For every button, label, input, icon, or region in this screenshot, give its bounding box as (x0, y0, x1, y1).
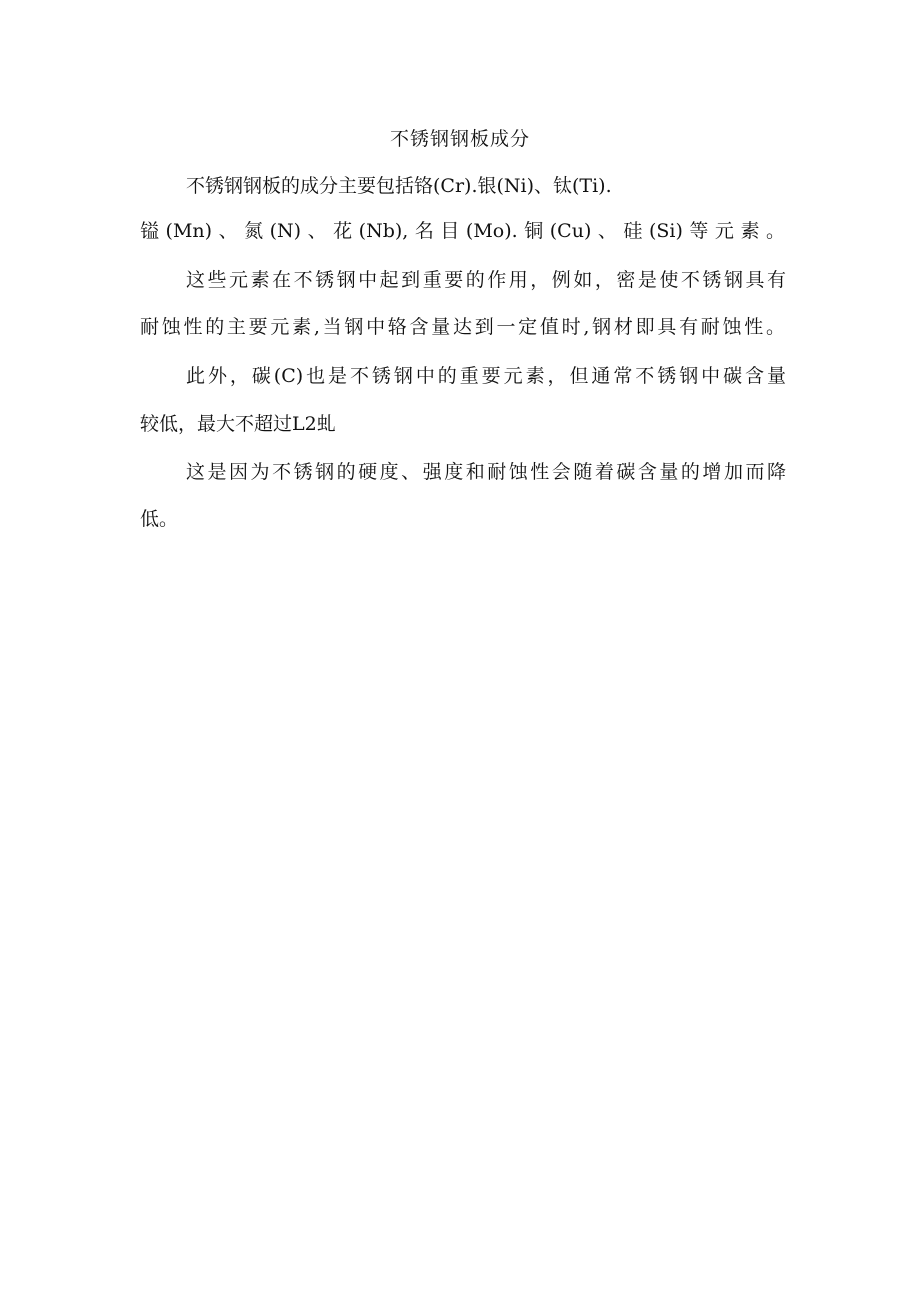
paragraph-3-line-1: 此外，碳(C)也是不锈钢中的重要元素，但通常不锈钢中碳含量 (186, 365, 786, 387)
paragraph-3-line-2: 较低，最大不超过L2虬 (140, 413, 336, 435)
paragraph-2-line-2: 耐蚀性的主要元素,当钢中辂含量达到一定值时,钢材即具有耐蚀性。 (140, 316, 785, 338)
paragraph-4-line-1: 这是因为不锈钢的硬度、强度和耐蚀性会随着碳含量的增加而降 (186, 461, 786, 483)
document-title: 不锈钢钢板成分 (389, 128, 530, 150)
paragraph-4-line-2: 低。 (140, 508, 179, 530)
paragraph-1-line-1: 不锈钢钢板的成分主要包括铬(Cr).银(Ni)、钛(Ti). (186, 175, 612, 197)
paragraph-1-line-2: 镒(Mn)、氮(N)、花(Nb),名目(Mo).铜(Cu)、硅(Si)等元素。 (140, 220, 785, 242)
paragraph-2-line-1: 这些元素在不锈钢中起到重要的作用，例如，密是使不锈钢具有 (186, 269, 786, 291)
